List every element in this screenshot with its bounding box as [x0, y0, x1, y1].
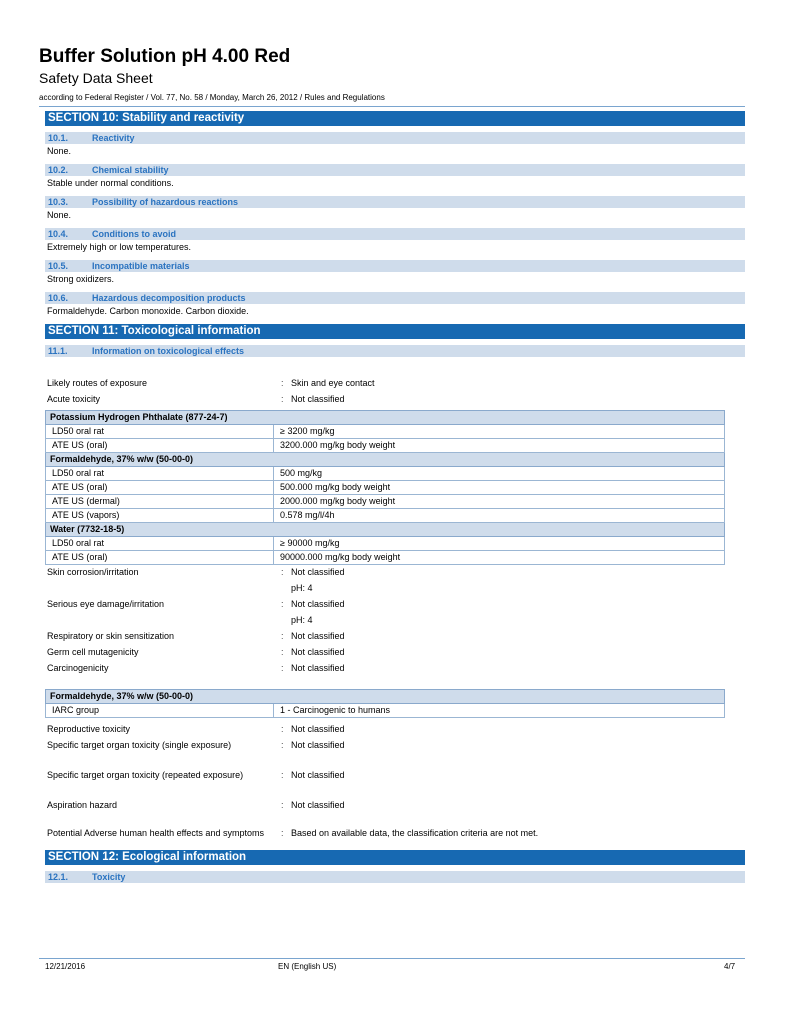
subsection-title: Reactivity	[92, 133, 135, 143]
property-value: Not classified	[291, 599, 345, 609]
property-values	[291, 647, 745, 658]
subsection-text: Strong oxidizers.	[47, 274, 115, 284]
subsection-10-1	[45, 132, 745, 144]
property-values	[291, 599, 745, 626]
table-row	[46, 467, 725, 481]
table-group-header	[46, 453, 725, 467]
property-label: Aspiration hazard	[47, 800, 118, 810]
property-value: Not classified	[291, 770, 345, 780]
subsection-text: None.	[47, 210, 72, 220]
substance-name: Formaldehyde, 37% w/w (50-00-0)	[46, 453, 725, 467]
property-row: Respiratory or skin sensitization : Not classified	[45, 629, 745, 645]
table-row	[46, 537, 725, 551]
table-row	[46, 439, 725, 453]
property-row: Specific target organ toxicity (repeated exposure) : Not classified	[45, 768, 745, 784]
document-title: Buffer Solution pH 4.00 Red	[39, 46, 291, 67]
subsection-number: 11.1.	[48, 346, 68, 356]
footer-date: 12/21/2016	[45, 962, 86, 971]
table-row	[46, 495, 725, 509]
table-cell-label: LD50 oral rat	[46, 467, 274, 481]
table-cell-label: ATE US (vapors)	[46, 509, 274, 523]
property-row: Germ cell mutagenicity : Not classified	[45, 645, 745, 661]
property-row: Reproductive toxicity : Not classified	[45, 722, 745, 738]
subsection-10-6	[45, 292, 745, 304]
table-cell-label: ATE US (dermal)	[46, 495, 274, 509]
footer-page-number: 4/7	[724, 962, 736, 971]
property-row: Potential Adverse human health effects and symptoms : Based on available data, the classification criteria are not met.	[45, 826, 745, 842]
table-row	[46, 509, 725, 523]
section-10-body	[45, 132, 745, 318]
subsection-number: 10.2.	[48, 165, 69, 175]
toxicity-properties-list-2	[45, 722, 745, 842]
subsection-number: 10.6.	[48, 293, 69, 303]
toxicity-properties-list-1	[45, 565, 745, 677]
table-group-header	[46, 690, 725, 704]
subsection-11-1	[45, 345, 745, 357]
subsection-number: 10.4.	[48, 229, 69, 239]
subsection-10-4	[45, 228, 745, 240]
property-value: Not classified	[291, 724, 345, 734]
table-cell-label: LD50 oral rat	[46, 537, 274, 551]
section-12-header: SECTION 12: Ecological information	[45, 850, 745, 865]
substance-name: Formaldehyde, 37% w/w (50-00-0)	[46, 690, 725, 704]
property-label: Carcinogenicity	[47, 663, 109, 673]
property-label: Reproductive toxicity	[47, 724, 131, 734]
property-label: Germ cell mutagenicity	[47, 647, 139, 657]
table-cell-label: LD50 oral rat	[46, 425, 274, 439]
table-group-header	[46, 523, 725, 537]
subsection-10-5	[45, 260, 745, 272]
routes-of-exposure-row: Likely routes of exposure : Skin and eye contact	[45, 376, 745, 392]
regulation-note: according to Federal Register / Vol. 77, No. 58 / Monday, March 26, 2012 / Rules and Regulations	[39, 93, 385, 102]
document-body	[45, 111, 745, 883]
property-value: Not classified	[291, 663, 345, 673]
subsection-12-1	[45, 871, 745, 883]
property-value: Based on available data, the classification criteria are not met.	[291, 828, 539, 838]
property-values	[291, 724, 745, 735]
property-value: Not classified	[291, 631, 345, 641]
table-cell-label: ATE US (oral)	[46, 551, 274, 565]
footer-language: EN (English US)	[278, 962, 337, 971]
property-values	[291, 800, 745, 811]
subsection-title: Toxicity	[92, 872, 126, 882]
table-row	[46, 425, 725, 439]
property-row: Specific target organ toxicity (single exposure) : Not classified	[45, 738, 745, 754]
property-values	[291, 631, 745, 642]
property-label: Likely routes of exposure	[47, 378, 148, 388]
header-divider	[39, 106, 745, 107]
substance-name: Water (7732-18-5)	[46, 523, 725, 537]
property-value: Not classified	[291, 567, 345, 577]
document-subtitle: Safety Data Sheet	[39, 70, 153, 86]
section-10-header: SECTION 10: Stability and reactivity	[45, 111, 745, 126]
property-label: Serious eye damage/irritation	[47, 599, 165, 609]
table-cell-value: 2000.000 mg/kg body weight	[274, 495, 725, 509]
subsection-10-2	[45, 164, 745, 176]
table-cell-value: ≥ 3200 mg/kg	[274, 425, 725, 439]
subsection-text: None.	[47, 146, 72, 156]
subsection-title: Incompatible materials	[92, 261, 190, 271]
subsection-title: Conditions to avoid	[92, 229, 176, 239]
property-value: Skin and eye contact	[291, 378, 375, 388]
subsection-text: Extremely high or low temperatures.	[47, 242, 192, 252]
subsection-10-3	[45, 196, 745, 208]
property-values	[291, 770, 745, 781]
table-row	[46, 704, 725, 718]
property-label: Specific target organ toxicity (repeated exposure)	[47, 770, 244, 780]
table-cell-value: 500 mg/kg	[274, 467, 725, 481]
property-value: Not classified	[291, 394, 345, 404]
property-value: Not classified	[291, 800, 345, 810]
table-row	[46, 551, 725, 565]
property-row: Skin corrosion/irritation : Not classified pH: 4	[45, 565, 745, 597]
subsection-number: 10.5.	[48, 261, 69, 271]
property-values	[291, 828, 745, 839]
property-value: pH: 4	[291, 583, 313, 593]
table-group-header	[46, 411, 725, 425]
property-row: Carcinogenicity : Not classified	[45, 661, 745, 677]
section-11-header: SECTION 11: Toxicological information	[45, 324, 745, 339]
table-cell-value: 0.578 mg/l/4h	[274, 509, 725, 523]
property-values	[291, 663, 745, 674]
table-cell-value: 500.000 mg/kg body weight	[274, 481, 725, 495]
table-cell-label: ATE US (oral)	[46, 439, 274, 453]
property-label: Potential Adverse human health effects and symptoms	[47, 828, 264, 838]
property-values	[291, 567, 745, 594]
subsection-text: Formaldehyde. Carbon monoxide. Carbon dioxide.	[47, 306, 249, 316]
table-row	[46, 481, 725, 495]
property-label: Specific target organ toxicity (single exposure)	[47, 740, 232, 750]
property-row: Serious eye damage/irritation : Not classified pH: 4	[45, 597, 745, 629]
subsection-title: Information on toxicological effects	[92, 346, 245, 356]
acute-toxicity-table	[45, 410, 725, 565]
property-label: Skin corrosion/irritation	[47, 567, 139, 577]
subsection-number: 12.1.	[48, 872, 69, 882]
property-row: Aspiration hazard : Not classified	[45, 798, 745, 814]
property-value: Not classified	[291, 647, 345, 657]
table-cell-value: 90000.000 mg/kg body weight	[274, 551, 725, 565]
substance-name: Potassium Hydrogen Phthalate (877-24-7)	[46, 411, 725, 425]
property-value: pH: 4	[291, 615, 313, 625]
table-cell-value: 3200.000 mg/kg body weight	[274, 439, 725, 453]
subsection-title: Chemical stability	[92, 165, 169, 175]
subsection-title: Hazardous decomposition products	[92, 293, 246, 303]
property-value: Not classified	[291, 740, 345, 750]
table-cell-value: 1 - Carcinogenic to humans	[274, 704, 725, 718]
subsection-text: Stable under normal conditions.	[47, 178, 174, 188]
subsection-number: 10.3.	[48, 197, 69, 207]
footer-divider	[39, 958, 745, 959]
subsection-number: 10.1.	[48, 133, 69, 143]
table-cell-label: ATE US (oral)	[46, 481, 274, 495]
property-values	[291, 740, 745, 751]
table-cell-value: ≥ 90000 mg/kg	[274, 537, 725, 551]
table-cell-label: IARC group	[46, 704, 274, 718]
property-label: Respiratory or skin sensitization	[47, 631, 175, 641]
subsection-title: Possibility of hazardous reactions	[92, 197, 239, 207]
property-label: Acute toxicity	[47, 394, 101, 404]
carcinogenicity-table	[45, 689, 725, 718]
acute-toxicity-row: Acute toxicity : Not classified	[45, 392, 745, 408]
